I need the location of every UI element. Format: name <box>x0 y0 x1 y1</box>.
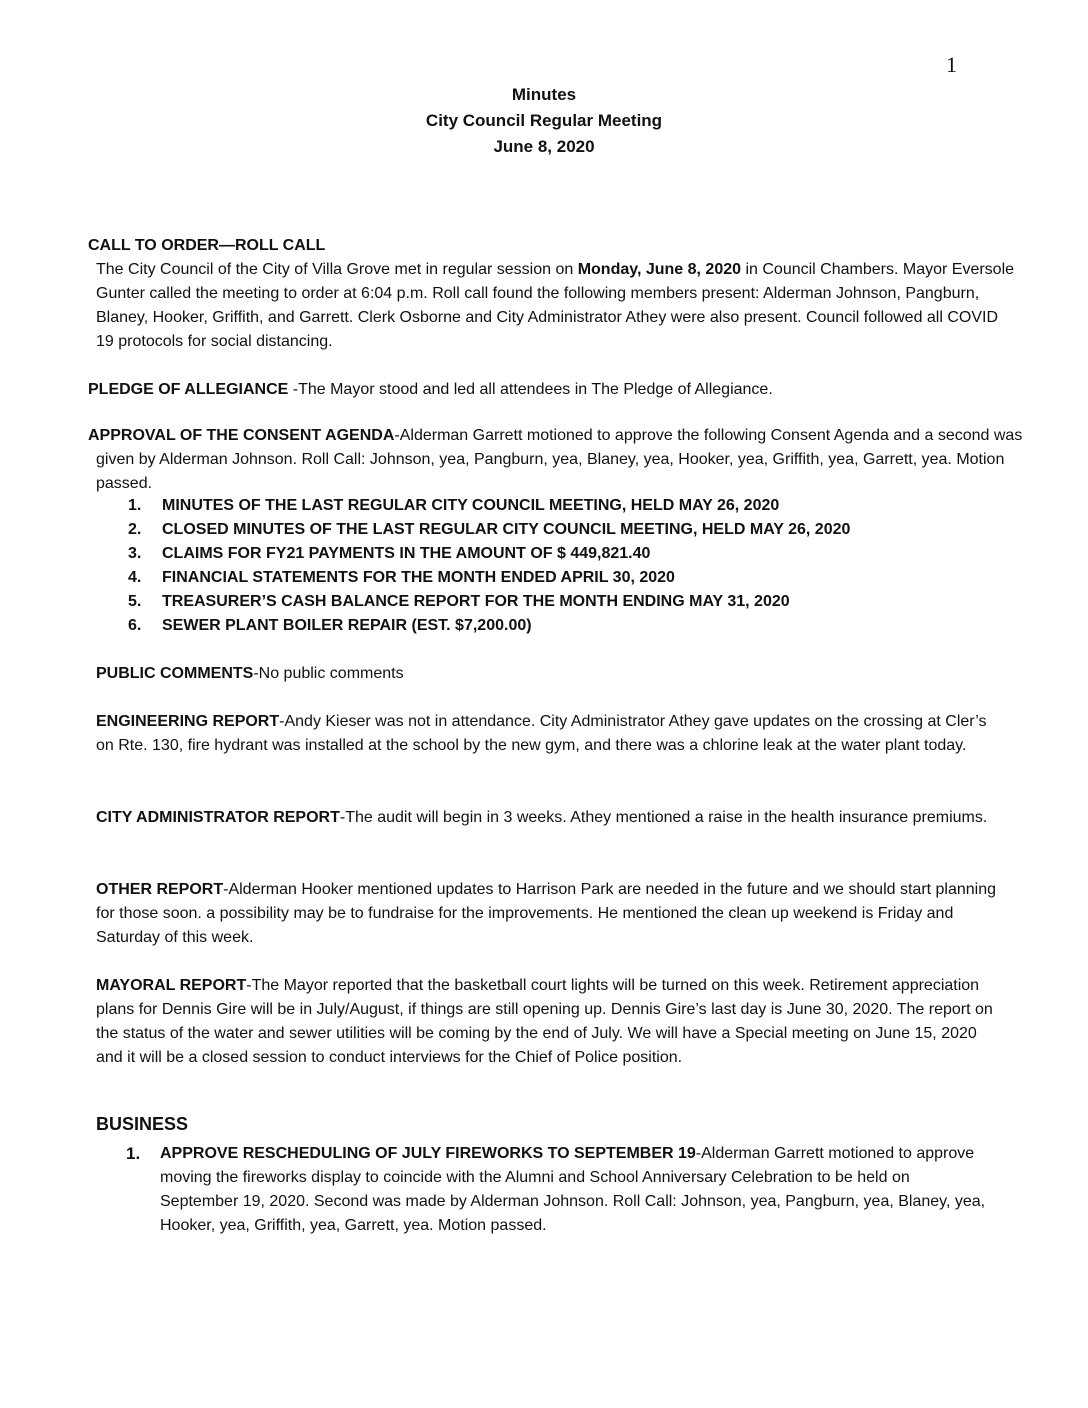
call-to-order-text-1: The City Council of the City of Villa Grove met in regular session on <box>96 261 578 278</box>
meeting-date: Monday, June 8, 2020 <box>577 261 742 278</box>
consent-item-number: 5. <box>128 593 142 610</box>
header-subtitle: City Council Regular Meeting <box>425 111 663 130</box>
other-report-text: -Alderman Hooker mentioned updates to Harrison Park are needed in the future and we should start planning for those soon. a possibility may be to fundraise for the improvements. He mentioned the clean up weekend is Friday and Saturday of this week. <box>96 881 997 946</box>
consent-item-text: SEWER PLANT BOILER REPAIR (EST. $7,200.00) <box>162 617 532 634</box>
consent-item <box>128 518 908 542</box>
business-item-text: -Alderman Garrett motioned to approve moving the fireworks display to coincide with the Alumni and School Anniversary Celebration to be held on September 19, 2020. Second was made by Alderman Johnson. Roll Call: Johnson, yea, Pangburn, yea, Blaney, yea, Hooker, yea, Griffith, yea, Garrett, yea. Motion passed. <box>160 1145 986 1234</box>
public-comments-text: -No public comments <box>253 665 404 682</box>
header-title: Minutes <box>511 85 577 104</box>
business-item-number: 1. <box>126 1144 141 1163</box>
consent-item-number: 1. <box>128 497 142 514</box>
call-to-order-paragraph <box>96 258 1016 354</box>
pledge-paragraph <box>88 378 1008 402</box>
pledge-text: -The Mayor stood and led all attendees in The Pledge of Allegiance. <box>288 381 773 398</box>
consent-item-text: CLAIMS FOR FY21 PAYMENTS IN THE AMOUNT OF $ 449,821.40 <box>162 545 651 562</box>
engineering-heading: ENGINEERING REPORT <box>96 713 280 730</box>
page-number: 1 <box>946 52 957 77</box>
consent-item <box>128 614 908 638</box>
consent-item <box>128 566 908 590</box>
business-heading: BUSINESS <box>96 1114 189 1134</box>
consent-item-text: CLOSED MINUTES OF THE LAST REGULAR CITY COUNCIL MEETING, HELD MAY 26, 2020 <box>162 521 851 538</box>
consent-item-text: MINUTES OF THE LAST REGULAR CITY COUNCIL MEETING, HELD MAY 26, 2020 <box>162 497 780 514</box>
mayoral-heading: MAYORAL REPORT <box>96 977 247 994</box>
public-comments-paragraph <box>96 662 1016 686</box>
engineering-paragraph <box>96 710 1006 758</box>
header-date: June 8, 2020 <box>493 137 595 156</box>
consent-heading: APPROVAL OF THE CONSENT AGENDA <box>88 427 395 444</box>
consent-item-number: 3. <box>128 545 142 562</box>
consent-items-list <box>128 494 908 638</box>
pledge-heading: PLEDGE OF ALLEGIANCE <box>88 381 289 398</box>
consent-text: -Alderman Garrett motioned to approve the following Consent Agenda and a second was given by Alderman Johnson. Roll Call: Johnson, yea, Pangburn, yea, Blaney, yea, Hooker, yea, Griffith, yea, Garrett, yea. Motion passed. <box>96 427 1023 492</box>
consent-item-number: 6. <box>128 617 142 634</box>
call-to-order-text-2: in Council Chambers. Mayor Eversole Gunter called the meeting to order at 6:04 p.m. Roll call found the following members present: Alderman Johnson, Pangburn, Blaney, Hooker, Griffith, and Garrett. Clerk Osborne and City Administrator Athey were also present. Council followed all COVID 19 protocols for social distancing. <box>96 261 1015 350</box>
public-comments-heading: PUBLIC COMMENTS <box>96 665 254 682</box>
business-item-title: APPROVE RESCHEDULING OF JULY FIREWORKS TO SEPTEMBER 19 <box>160 1145 696 1162</box>
engineering-text: -Andy Kieser was not in attendance. City Administrator Athey gave updates on the crossing at Cler’s on Rte. 130, fire hydrant was installed at the school by the new gym, and there was a chlorine leak at the water plant today. <box>96 713 987 754</box>
consent-item <box>128 542 908 566</box>
consent-item-number: 2. <box>128 521 142 538</box>
call-to-order-heading: CALL TO ORDER—ROLL CALL <box>88 237 326 254</box>
consent-item <box>128 590 908 614</box>
consent-item <box>128 494 908 518</box>
document-header <box>0 82 1088 160</box>
consent-item-text: TREASURER’S CASH BALANCE REPORT FOR THE MONTH ENDING MAY 31, 2020 <box>162 593 790 610</box>
business-item-body <box>160 1142 986 1238</box>
city-admin-text: -The audit will begin in 3 weeks. Athey mentioned a raise in the health insurance premiums. <box>339 809 988 826</box>
business-item <box>126 1142 986 1238</box>
consent-item-number: 4. <box>128 569 142 586</box>
city-admin-heading: CITY ADMINISTRATOR REPORT <box>96 809 340 826</box>
other-report-paragraph <box>96 878 1006 950</box>
other-report-heading: OTHER REPORT <box>96 881 224 898</box>
mayoral-text: -The Mayor reported that the basketball court lights will be turned on this week. Retirement appreciation plans for Dennis Gire will be in July/August, if things are still opening up. Dennis Gire’s last day is June 30, 2020. The report on the status of the water and sewer utilities will be coming by the end of July. We will have a Special meeting on June 15, 2020 and it will be a closed session to conduct interviews for the Chief of Police position. <box>96 977 993 1066</box>
consent-item-text: FINANCIAL STATEMENTS FOR THE MONTH ENDED APRIL 30, 2020 <box>162 569 675 586</box>
mayoral-paragraph <box>96 974 1006 1070</box>
consent-paragraph <box>88 424 1026 496</box>
city-admin-paragraph <box>96 806 1006 830</box>
